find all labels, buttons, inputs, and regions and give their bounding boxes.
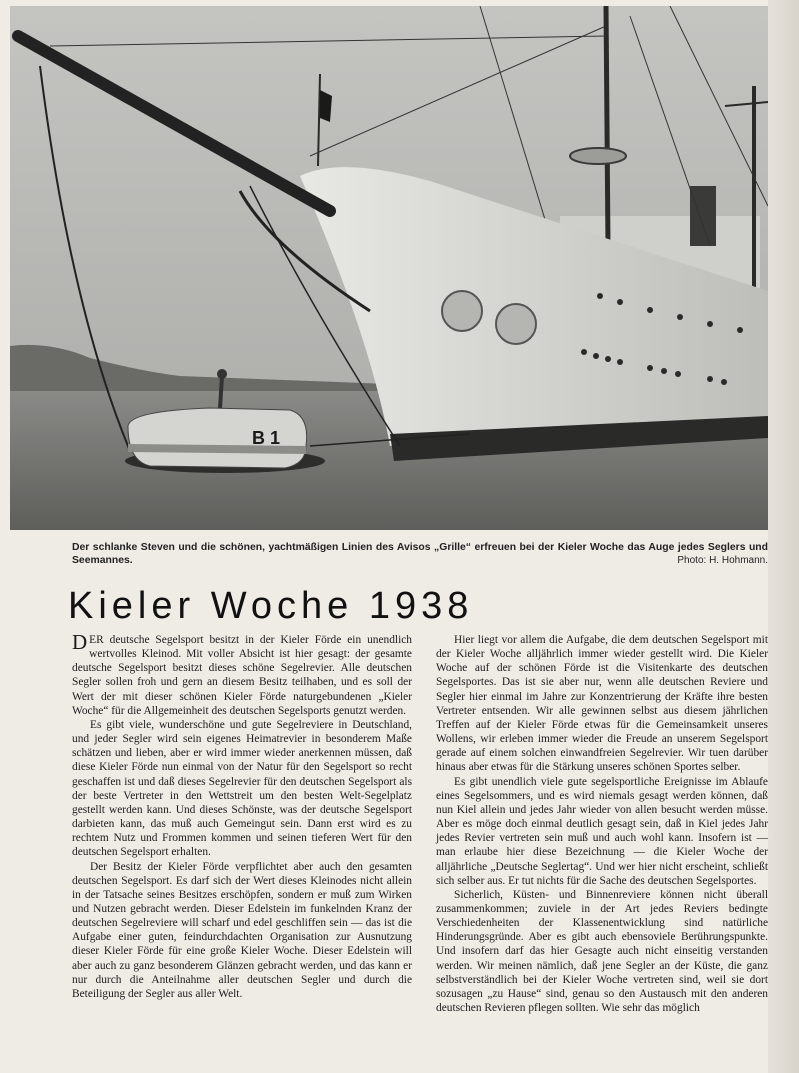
- article-title: Kieler Woche 1938: [68, 585, 474, 627]
- paragraph: [72, 630, 412, 718]
- funnel: [690, 186, 716, 246]
- paragraph: Es gibt unendlich viele gute segelsportliche Ereignisse im Ablaufe eines Segelsommers, und es wird niemals gesagt werden können, daß nun Kiel allein und jedes Jahr wieder von allen besucht werden müsse. Aber es möge doch einmal deutlich gesagt sein, daß in Kiel jedes Jahr jedes Revier vertreten sein muß und auch wohl kann. Insofern ist — man erlaube hier diese Bezeichnung — die Kieler Woche der alljährliche „Deutsche Seglertag“. Und wer hier nicht erscheint, schließt sich selber aus. Er tut nichts für die Sache des deutschen Segelsportes.: [436, 775, 768, 887]
- main-mast: [606, 6, 608, 246]
- drop-cap: D: [72, 630, 88, 654]
- left-column: [72, 630, 412, 1001]
- paragraph-text: deutsche Segelsport besitzt in der Kieler Förde ein unendlich wertvolles Kleinod. Mit voller Absicht ist hier gesagt: der gesamte deutsche Segelsport besitzt dieses schöne Segelrevier. Alle deutschen Segler sollen froh und gern an diesem Besitz teilhaben, und es soll der Wert der mit dieser schönen Kieler Förde naturgebundenen „Kieler Woche“ für die Allgemeinheit des deutschen Segelsports genutzt werden.: [72, 634, 412, 717]
- right-column: [436, 633, 768, 1015]
- paragraph: Der Besitz der Kieler Förde verpflichtet aber auch den gesamten deutschen Segelsport. Es darf sich der Wert dieses Kleinodes nicht allein in der Tatsache seines Besitzes erschöpfen, sondern er muß zum Wirken und Nutzen gebracht werden. Dieser Edelstein im funkelnden Kranz der deutschen Segelreviere will scharf und edel geschliffen sein — das ist die Aufgabe einer guten, feindurchdachten Organisation zur Ausnutzung dieser Kieler Förde für eine große Kieler Woche. Dieser Edelstein will aber auch zu ganz besonderem Glänzen gebracht werden, und das kann er nur durch die Anteilnahme aller deutschen Segler und durch die Beteiligung der Segler aus aller Welt.: [72, 860, 412, 1000]
- photo-caption: Der schlanke Steven und die schönen, yachtmäßigen Linien des Avisos „Grille“ erfreuen bei der Kieler Woche das Auge jedes Seglers und Seemannes.: [72, 542, 768, 566]
- buoy-label: B 1: [252, 428, 281, 448]
- paragraph: Sicherlich, Küsten- und Binnenreviere können nicht überall zusammenkommen; zuviele in der Art jedes Reviers bedingte Verschiedenheiten der Klassenentwicklung sind natürliche Hinderungsgründe. Aber es gibt auch ebensoviele Berührungspunkte. Und insofern darf das hier Gesagte auch nicht einseitig verstanden werden. Wir meinen nämlich, daß jene Segler an der Küste, die ganz selbstverständlich bei der Kieler Woche vertreten sind, weil sie dort sozusagen „zu Hause“ sind, genau so den Austausch mit den anderen deutschen Revieren pflegen sollten. Wie sehr das möglich: [436, 888, 768, 1015]
- page-edge: [768, 0, 799, 1073]
- paragraph: Es gibt viele, wunderschöne und gute Segelreviere in Deutschland, und jeder Segler wird sein eigenes Heimatrevier in besonderem Maße schätzen und lieben, aber er wird immer wieder anerkennen müssen, daß diese Kieler Förde nun einmal von der Natur für den Segelsport so recht geschaffen ist und daß dieses Segelrevier für den deutschen Segelsport als der beste Vertreter in den Wettstreit um den besten Welt-Segelplatz gestellt werden kann. Und dieses Schönste, was der deutsche Segelsport darbieten kann, das muß auch Gemeingut sein. Dann erst wird es zu rechtem Nutz und Frommen kommen und seinen tieferen Wert für den deutschen Segelsport erhalten.: [72, 718, 412, 859]
- ship-photo: [10, 6, 768, 530]
- paragraph: Hier liegt vor allem die Aufgabe, die dem deutschen Segelsport mit der Kieler Woche alljährlich immer wieder gestellt wird. Die Kieler Woche auf der schönen Förde ist die Visitenkarte des deutschen Segelsportes. Das ist sie aber nur, wenn alle deutschen Reviere und Segler hier einmal im Jahre zur Konzentrierung der Kräfte ihre besten Vertreter entsenden. Wir alle gewinnen selbst aus diesem jährlichen Treffen auf der Kieler Förde etwas für die Gemeinsamkeit unseres Wollens, wir erleben immer wieder die Freude an unserem Segelsport gerade auf einem solchen einwandfreien Segelrevier. Wir tuen darüber hinaus aber etwas für die Stärkung unseres schönen Sportes selber.: [436, 634, 768, 774]
- photo-credit: Photo: H. Hohmann.: [677, 555, 768, 566]
- first-word-caps: ER: [89, 634, 104, 646]
